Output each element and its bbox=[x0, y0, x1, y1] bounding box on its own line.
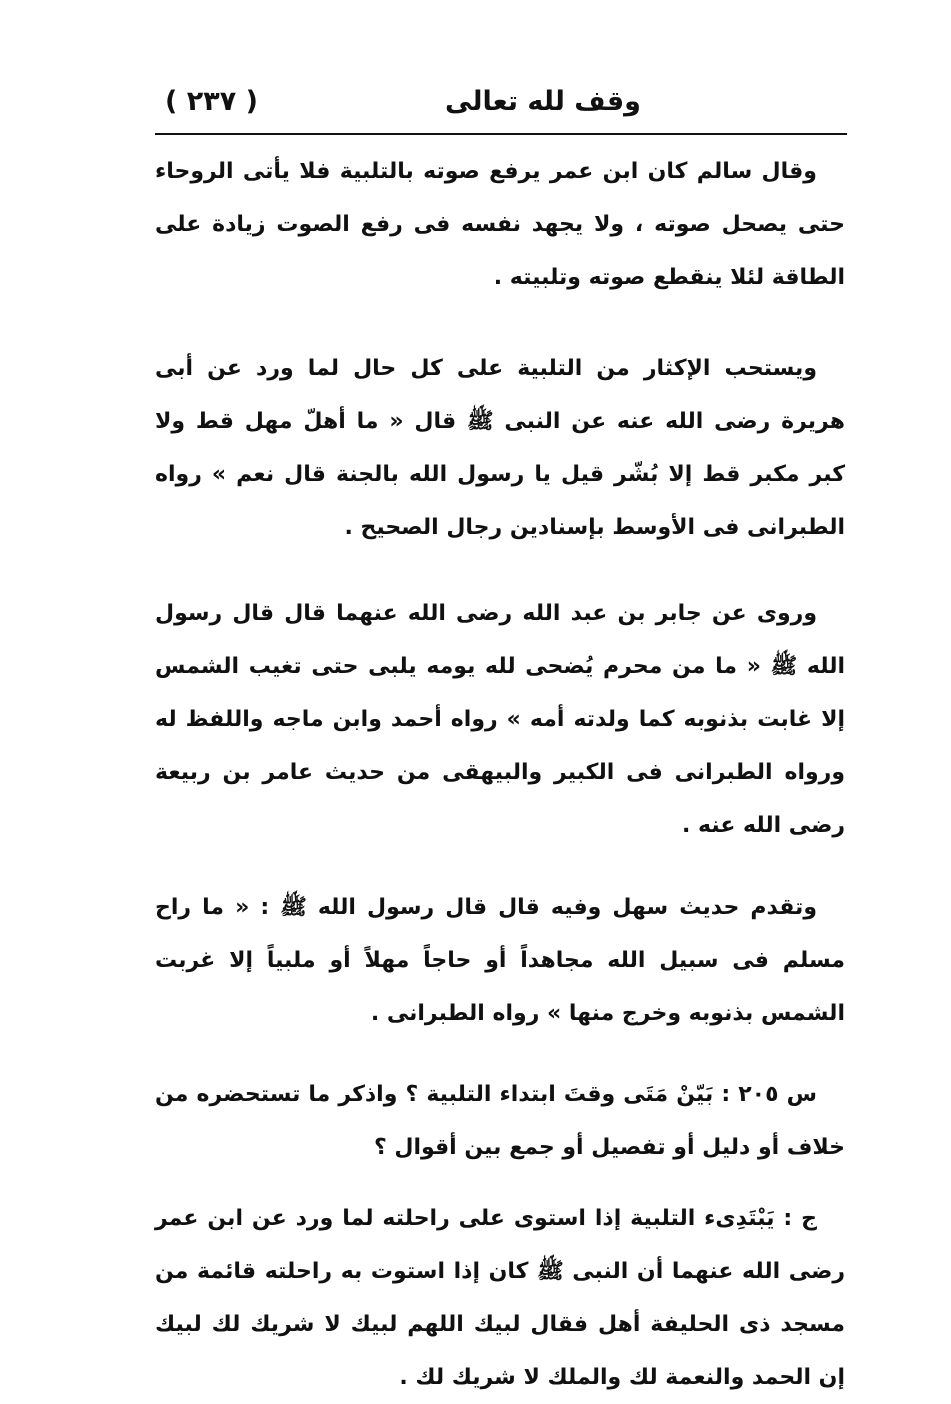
paragraph-salim-talbiya: وقال سالم كان ابن عمر يرفع صوته بالتلبية فلا يأتى الروحاء حتى يصحل صوته ، ولا يجهد نفسه فى رفع الصوت زيادة على الطاقة لئلا ينقطع صوته وتلبيته . bbox=[155, 159, 845, 290]
page-number: ( ٢٣٧ ) bbox=[165, 86, 258, 117]
question-205: س ٢٠٥ : بَيّنْ مَتَى وقتَ ابتداء التلبية ؟ واذكر ما تستحضره من خلاف أو دليل أو تفصيل أو جمع بين أقوال ؟ bbox=[155, 1082, 845, 1160]
page-body bbox=[155, 145, 845, 1404]
header-rule bbox=[155, 133, 847, 135]
paragraph-istihbab-ikthar: ويستحب الإكثار من التلبية على كل حال لما ورد عن أبى هريرة رضى الله عنه عن النبى ﷺ قال « ما أهلّ مهل قط ولا كبر مكبر قط إلا بُشّر قيل يا رسول الله بالجنة قال نعم » رواه الطبرانى فى الأوسط بإسنادين رجال الصحيح . bbox=[155, 356, 845, 540]
answer-205: ج : يَبْتَدِىء التلبية إذا استوى على راحلته لما ورد عن ابن عمر رضى الله عنهما أن النبى ﷺ كان إذا استوت به راحلته قائمة من مسجد ذى الحليفة أهل فقال لبيك اللهم لبيك لا شريك لك لبيك إن الحمد والنعمة لك والملك لا شريك لك . bbox=[155, 1206, 845, 1390]
running-title: وقف لله تعالى bbox=[445, 86, 641, 117]
paragraph-sahl-hadith: وتقدم حديث سهل وفيه قال قال رسول الله ﷺ : « ما راح مسلم فى سبيل الله مجاهداً أو حاجاً مهلاً أو ملبياً إلا غربت الشمس بذنوبه وخرج منها » رواه الطبرانى . bbox=[155, 895, 845, 1026]
page-header bbox=[155, 82, 845, 132]
paragraph-jabir-hadith: وروى عن جابر بن عبد الله رضى الله عنهما قال قال رسول الله ﷺ « ما من محرم يُضحى لله يومه يلبى حتى تغيب الشمس إلا غابت بذنوبه كما ولدته أمه » رواه أحمد وابن ماجه واللفظ له ورواه الطبرانى فى الكبير والبيهقى من حديث عامر بن ربيعة رضى الله عنه . bbox=[155, 601, 845, 838]
